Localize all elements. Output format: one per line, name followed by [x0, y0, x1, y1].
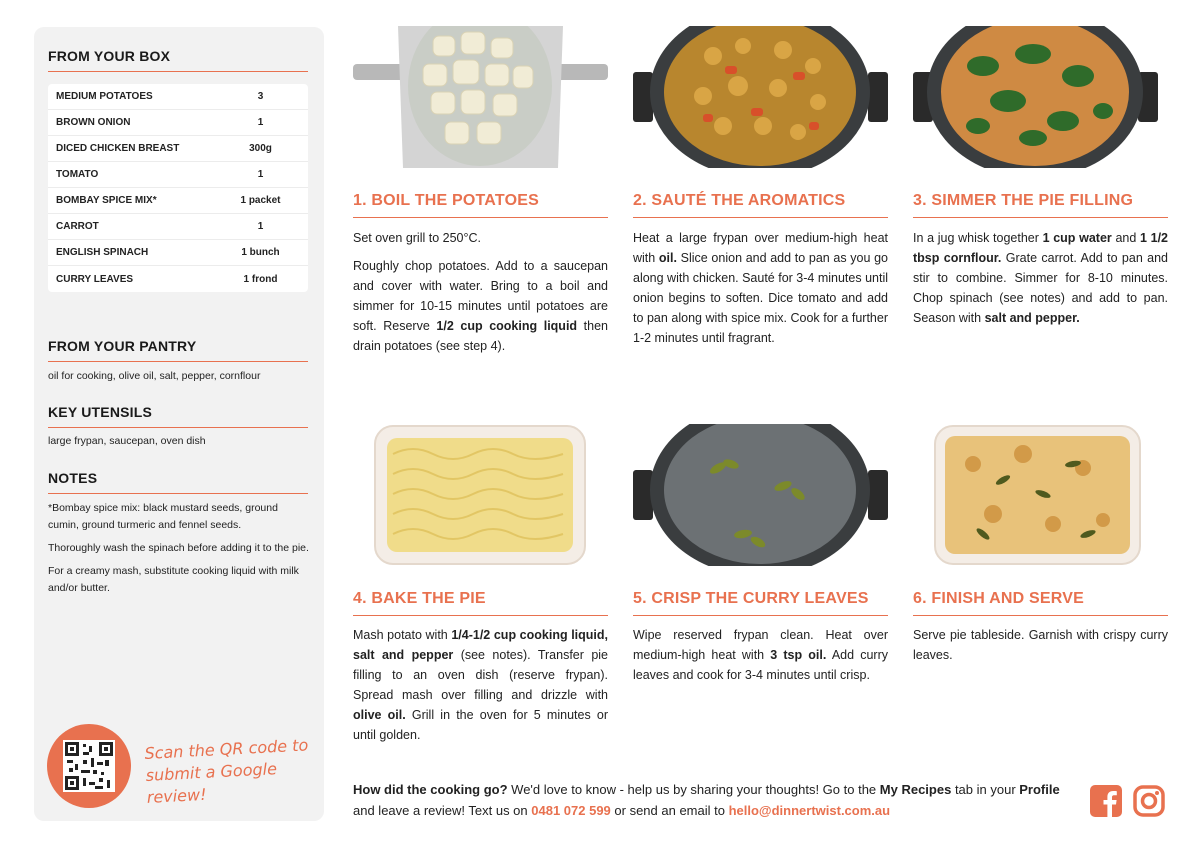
bold-text: 3 tsp oil. — [770, 648, 827, 662]
text: or send an email to — [610, 803, 729, 818]
ingredient-name: BOMBAY SPICE MIX* — [56, 195, 157, 206]
divider — [48, 361, 308, 362]
finished-pie-photo — [913, 424, 1168, 566]
bold-text: olive oil. — [353, 708, 406, 722]
text: In a jug whisk together — [913, 231, 1043, 245]
ingredient-row — [48, 266, 308, 292]
instruction-paragraph — [353, 625, 608, 745]
ingredient-qty: 1 — [257, 169, 264, 180]
pantry-title: FROM YOUR PANTRY — [48, 338, 197, 354]
text: Slice onion and add to pan as you go along with chicken. Sauté for 3-4 minutes until onion begins to soften. Dice tomato and add to pan along with spice mix. Cook for a further 1-2 minutes until fragrant. — [633, 251, 889, 345]
qr-caption-line: submit a Google review! — [145, 759, 278, 807]
bold-text: 1 cup water — [1042, 231, 1112, 245]
ingredient-name: CARROT — [56, 221, 99, 232]
ingredient-name: MEDIUM POTATOES — [56, 91, 153, 102]
aromatics-pan-photo — [633, 26, 888, 168]
ingredient-row — [48, 188, 308, 214]
bold-text: 1 1/2 tbsp cornflour. — [913, 231, 1168, 265]
mash-dish-photo — [353, 424, 608, 566]
step-instructions — [913, 625, 1168, 673]
divider — [48, 493, 308, 494]
text: then drain potatoes (see step 4). — [353, 319, 608, 353]
ingredient-name: BROWN ONION — [56, 117, 131, 128]
email-link[interactable]: hello@dinnertwist.com.au — [728, 803, 891, 818]
instruction-paragraph — [353, 256, 608, 356]
profile-link[interactable]: Profile — [1019, 782, 1060, 797]
qr-caption — [144, 734, 327, 809]
ingredient-qty: 3 — [257, 91, 264, 102]
review-footer — [353, 779, 1073, 821]
divider — [633, 217, 888, 218]
text: Heat a large frypan over medium-high heat with — [633, 231, 888, 265]
pantry-text: oil for cooking, olive oil, salt, pepper, cornflour — [48, 370, 261, 382]
ingredient-row — [48, 162, 308, 188]
step-instructions — [353, 625, 608, 753]
divider — [48, 71, 308, 72]
text: Grate carrot. Add to pan and stir to combine. Simmer for 8-10 minutes. Chop spinach (see notes) and add to pan. Season with — [913, 251, 1169, 325]
text: (see notes). Transfer pie filling to an oven dish (reserve frypan). Spread mash over filling and drizzle with — [353, 648, 609, 702]
step-instructions — [913, 228, 1168, 336]
bold-text: salt and pepper. — [984, 311, 1080, 325]
ingredient-qty: 1 — [257, 117, 264, 128]
text: Roughly chop potatoes. Add to a saucepan and cover with water. Bring to a boil and simmer for 10-15 minutes until potatoes are soft. Reserve — [353, 259, 608, 333]
ingredient-name: CURRY LEAVES — [56, 273, 134, 285]
notes-title: NOTES — [48, 470, 98, 486]
instruction-paragraph — [913, 228, 1168, 328]
from-your-box-title: FROM YOUR BOX — [48, 48, 171, 64]
divider — [913, 615, 1168, 616]
text: Mash potato with — [353, 628, 452, 642]
step-instructions — [633, 228, 888, 356]
qr-caption-line: Scan the QR code to — [144, 735, 309, 763]
step-title: 2. SAUTÉ THE AROMATICS — [633, 192, 846, 209]
divider — [353, 615, 608, 616]
step-instructions — [633, 625, 888, 693]
sidebar — [34, 27, 324, 821]
instruction-paragraph — [633, 228, 888, 348]
ingredient-row — [48, 240, 308, 266]
ingredient-name: TOMATO — [56, 169, 99, 180]
bold-text: 1/4-1/2 cup cooking liquid, salt and pepper — [353, 628, 608, 662]
bold-text: oil. — [658, 251, 677, 265]
step-title: 6. FINISH AND SERVE — [913, 590, 1084, 607]
qr-badge — [47, 724, 131, 808]
qr-code-icon[interactable] — [63, 740, 115, 792]
utensils-text: large frypan, saucepan, oven dish — [48, 435, 206, 447]
curry-leaves-pan-photo — [633, 424, 888, 566]
step-title: 5. CRISP THE CURRY LEAVES — [633, 590, 869, 607]
instruction-paragraph: Set oven grill to 250°C. — [353, 231, 481, 245]
divider — [633, 615, 888, 616]
ingredients-table — [48, 84, 308, 292]
ingredient-name: ENGLISH SPINACH — [56, 247, 149, 258]
ingredient-name: DICED CHICKEN BREAST — [56, 143, 180, 154]
note-item: *Bombay spice mix: black mustard seeds, ground cumin, ground turmeric and fennel seeds. — [48, 502, 278, 531]
text: Grill in the oven for 5 minutes or until golden. — [353, 708, 608, 742]
text: Wipe reserved frypan clean. Heat over medium-high heat with — [633, 628, 888, 662]
ingredient-row — [48, 136, 308, 162]
potatoes-pot-photo — [353, 26, 608, 168]
note-item: Thoroughly wash the spinach before adding it to the pie. — [48, 542, 309, 554]
ingredient-row — [48, 84, 308, 110]
step-title: 4. BAKE THE PIE — [353, 590, 486, 607]
text: We'd love to know - help us by sharing your thoughts! Go to the — [507, 782, 880, 797]
ingredient-row — [48, 110, 308, 136]
instruction-paragraph — [633, 625, 888, 685]
pie-filling-pan-photo — [913, 26, 1168, 168]
ingredient-qty: 300g — [249, 143, 272, 154]
step-title: 3. SIMMER THE PIE FILLING — [913, 192, 1134, 209]
instagram-icon[interactable] — [1133, 785, 1165, 817]
divider — [48, 427, 308, 428]
ingredient-qty: 1 frond — [243, 273, 278, 285]
text: and leave a review! Text us on — [353, 803, 532, 818]
ingredient-qty: 1 packet — [240, 195, 281, 206]
facebook-icon[interactable] — [1090, 785, 1122, 817]
notes-list — [48, 500, 310, 603]
text: tab in your — [951, 782, 1020, 797]
utensils-title: KEY UTENSILS — [48, 404, 153, 420]
ingredient-qty: 1 bunch — [241, 247, 280, 258]
bold-text: 1/2 cup cooking liquid — [436, 319, 578, 333]
step-title: 1. BOIL THE POTATOES — [353, 192, 539, 209]
instruction-paragraph: Serve pie tableside. Garnish with crispy curry leaves. — [913, 628, 1168, 662]
text: and — [1111, 231, 1140, 245]
note-item: For a creamy mash, substitute cooking liquid with milk and/or butter. — [48, 565, 299, 594]
ingredient-qty: 1 — [257, 221, 264, 232]
my-recipes-link[interactable]: My Recipes — [879, 782, 952, 797]
divider — [353, 217, 608, 218]
text: Add curry leaves and cook for 3-4 minutes until crisp. — [633, 648, 888, 682]
phone-number[interactable]: 0481 072 599 — [531, 803, 611, 818]
step-instructions — [353, 228, 608, 364]
footer-question: How did the cooking go? — [353, 782, 508, 797]
divider — [913, 217, 1168, 218]
ingredient-row — [48, 214, 308, 240]
